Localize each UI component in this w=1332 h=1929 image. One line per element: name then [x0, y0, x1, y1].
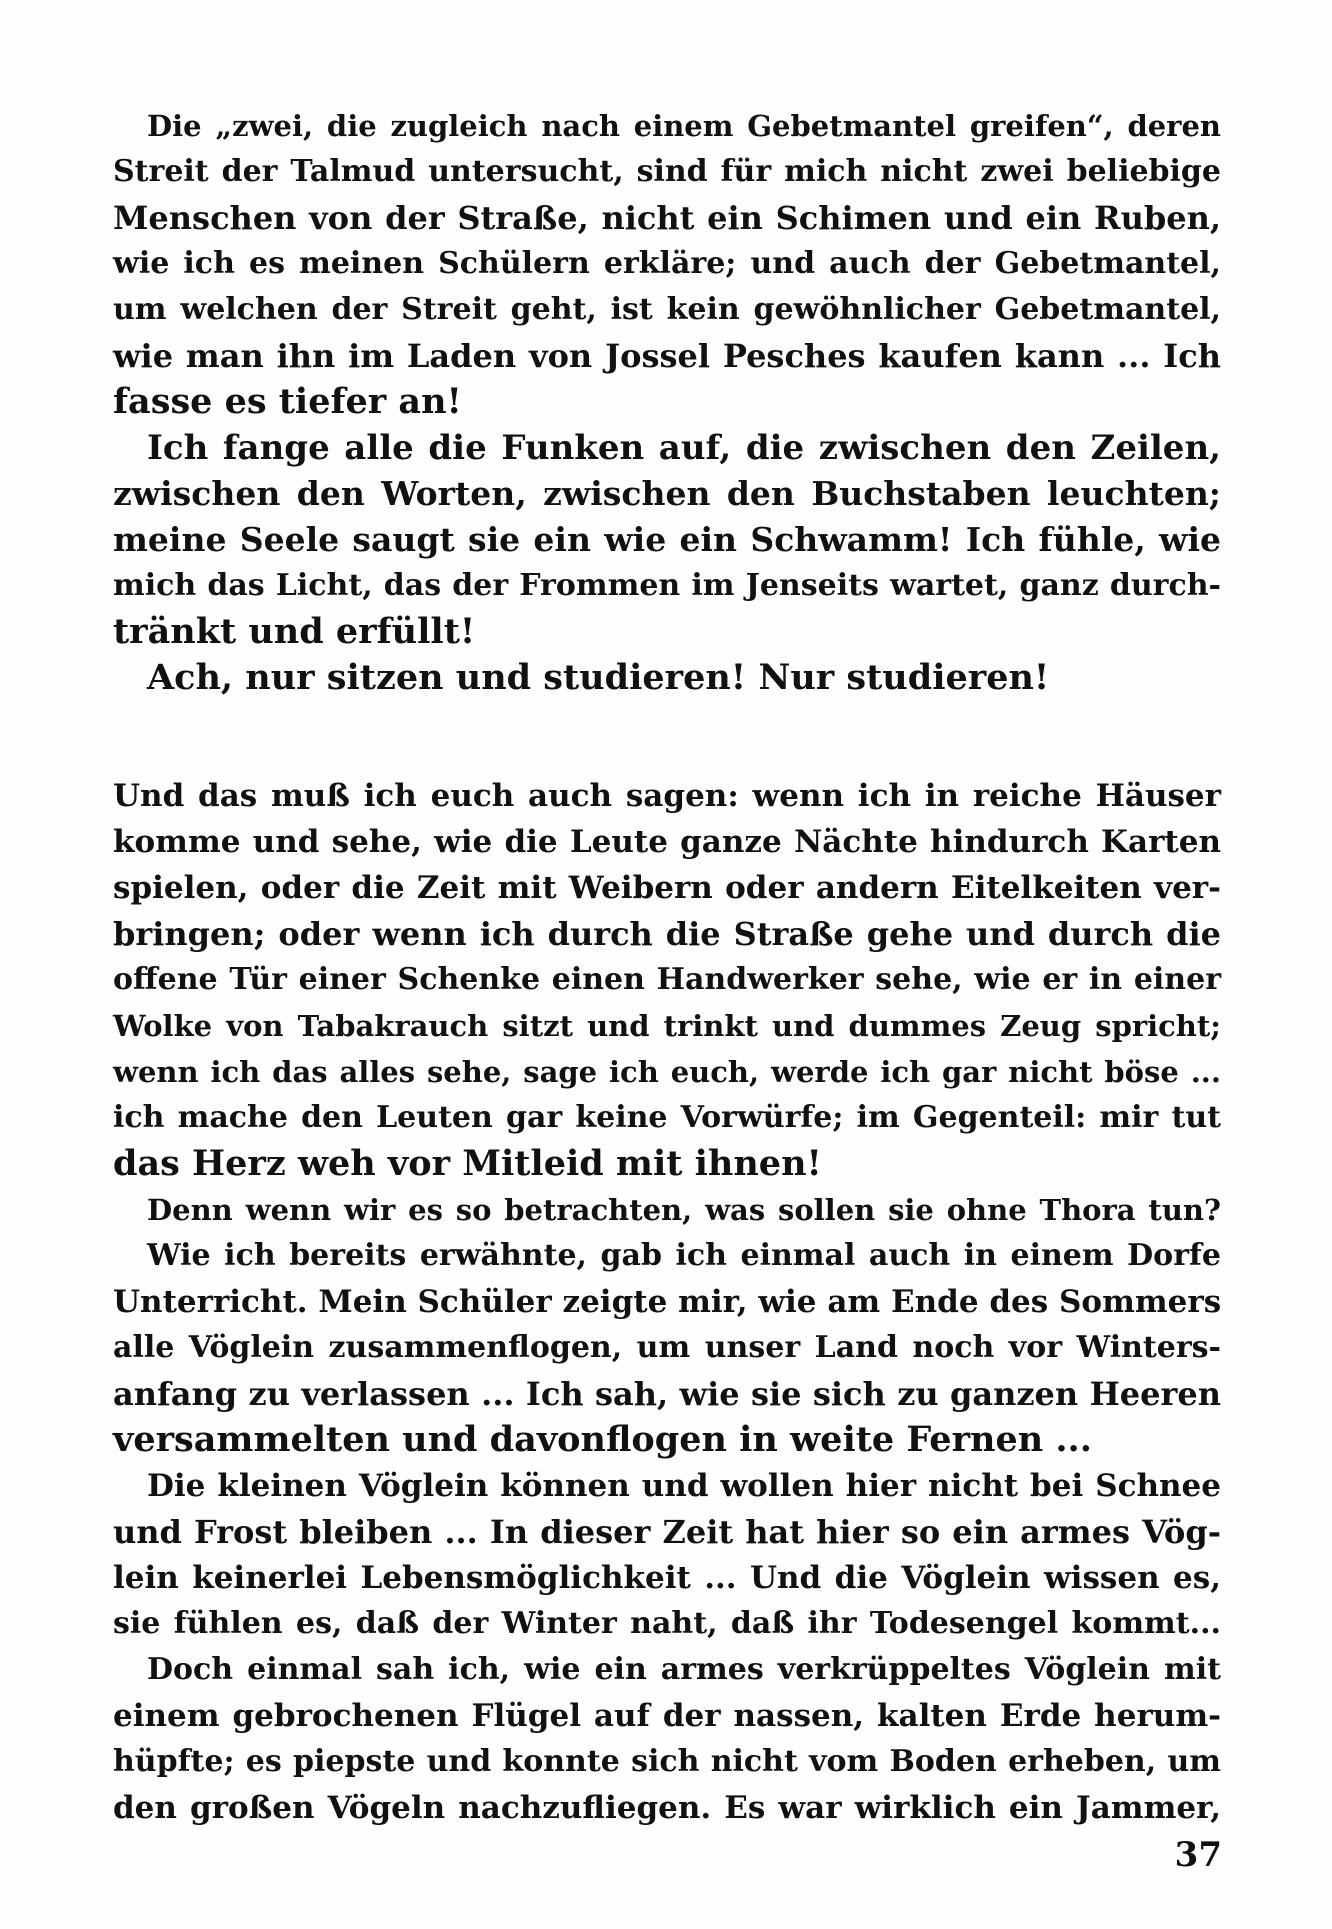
text-line: versammelten und davonflogen in weite Fernen ... — [113, 1419, 1092, 1460]
text-line: lein keinerlei Lebensmöglichkeit ... Und die Vöglein wissen es, — [113, 1560, 1221, 1596]
text-line: Doch einmal sah ich, wie ein armes verkrüppeltes Vöglein mit — [147, 1652, 1221, 1687]
text-line: Die kleinen Vöglein können und wollen hier nicht bei Schnee — [147, 1468, 1221, 1504]
text-line: fasse es tiefer an! — [113, 381, 462, 422]
text-line: das Herz weh vor Mitleid mit ihnen! — [113, 1143, 822, 1184]
text-line: hüpfte; es piepste und konnte sich nicht vom Boden erheben, um — [113, 1744, 1221, 1779]
text-line: Unterricht. Mein Schüler zeigte mir, wie am Ende des Sommers — [113, 1284, 1222, 1320]
text-block-2 — [113, 773, 1221, 1831]
text-line: Die „zwei, die zugleich nach einem Gebetmantel greifen“, deren — [147, 109, 1221, 143]
text-line: spielen, oder die Zeit mit Weibern oder andern Eitelkeiten ver- — [113, 870, 1221, 906]
text-line: Und das muß ich euch auch sagen: wenn ich in reiche Häuser — [113, 778, 1221, 814]
text-line: meine Seele saugt sie ein wie ein Schwamm! Ich fühle, wie — [113, 520, 1221, 559]
text-line: Menschen von der Straße, nicht ein Schimen und ein Ruben, — [113, 199, 1221, 237]
text-line: den großen Vögeln nachzufliegen. Es war wirklich ein Jammer, — [113, 1790, 1221, 1826]
text-line: und Frost bleiben ... In dieser Zeit hat hier so ein armes Vög- — [113, 1513, 1221, 1551]
text-line: wie man ihn im Laden von Jossel Pesches kaufen kann ... Ich — [113, 337, 1221, 375]
text-line: Wolke von Tabakrauch sitzt und trinkt und dummes Zeug spricht; — [113, 1009, 1221, 1043]
text-line: wenn ich das alles sehe, sage ich euch, werde ich gar nicht böse ... — [113, 1055, 1221, 1089]
text-line: Wie ich bereits erwähnte, gab ich einmal auch in einem Dorfe — [147, 1238, 1221, 1273]
text-line: einem gebrochenen Flügel auf der nassen, kalten Erde herum- — [113, 1698, 1221, 1734]
text-line: um welchen der Streit geht, ist kein gewöhnlicher Gebetmantel, — [113, 292, 1221, 327]
page-number: 37 — [1174, 1835, 1222, 1875]
text-line: Ich fange alle die Funken auf, die zwischen den Zeilen, — [147, 428, 1221, 468]
text-line: tränkt und erfüllt! — [113, 611, 476, 652]
text-line: anfang zu verlassen ... Ich sah, wie sie sich zu ganzen Heeren — [113, 1375, 1221, 1413]
text-line: mich das Licht, das der Frommen im Jenseits wartet, ganz durch- — [113, 568, 1221, 603]
text-line: ich mache den Leuten gar keine Vorwürfe; im Gegenteil: mir tut — [113, 1100, 1221, 1135]
text-line: komme und sehe, wie die Leute ganze Nächte hindurch Karten — [113, 824, 1221, 860]
text-block-1 — [113, 103, 1221, 701]
text-line: Denn wenn wir es so betrachten, was sollen sie ohne Thora tun? — [147, 1193, 1221, 1227]
text-line: offene Tür einer Schenke einen Handwerker sehe, wie er in einer — [113, 962, 1221, 997]
text-line: bringen; oder wenn ich durch die Straße gehe und durch die — [113, 915, 1221, 953]
text-line: zwischen den Worten, zwischen den Buchstaben leuchten; — [113, 474, 1221, 513]
text-line: sie fühlen es, daß der Winter naht, daß ihr Todesengel kommt... — [113, 1606, 1221, 1641]
text-line: wie ich es meinen Schülern erkläre; und auch der Gebetmantel, — [113, 246, 1221, 281]
text-line: Ach, nur sitzen und studieren! Nur studieren! — [147, 657, 1050, 698]
text-line: alle Vöglein zusammenflogen, um unser Land noch vor Winters- — [113, 1330, 1221, 1365]
text-line: Streit der Talmud untersucht, sind für mich nicht zwei beliebige — [113, 154, 1221, 189]
